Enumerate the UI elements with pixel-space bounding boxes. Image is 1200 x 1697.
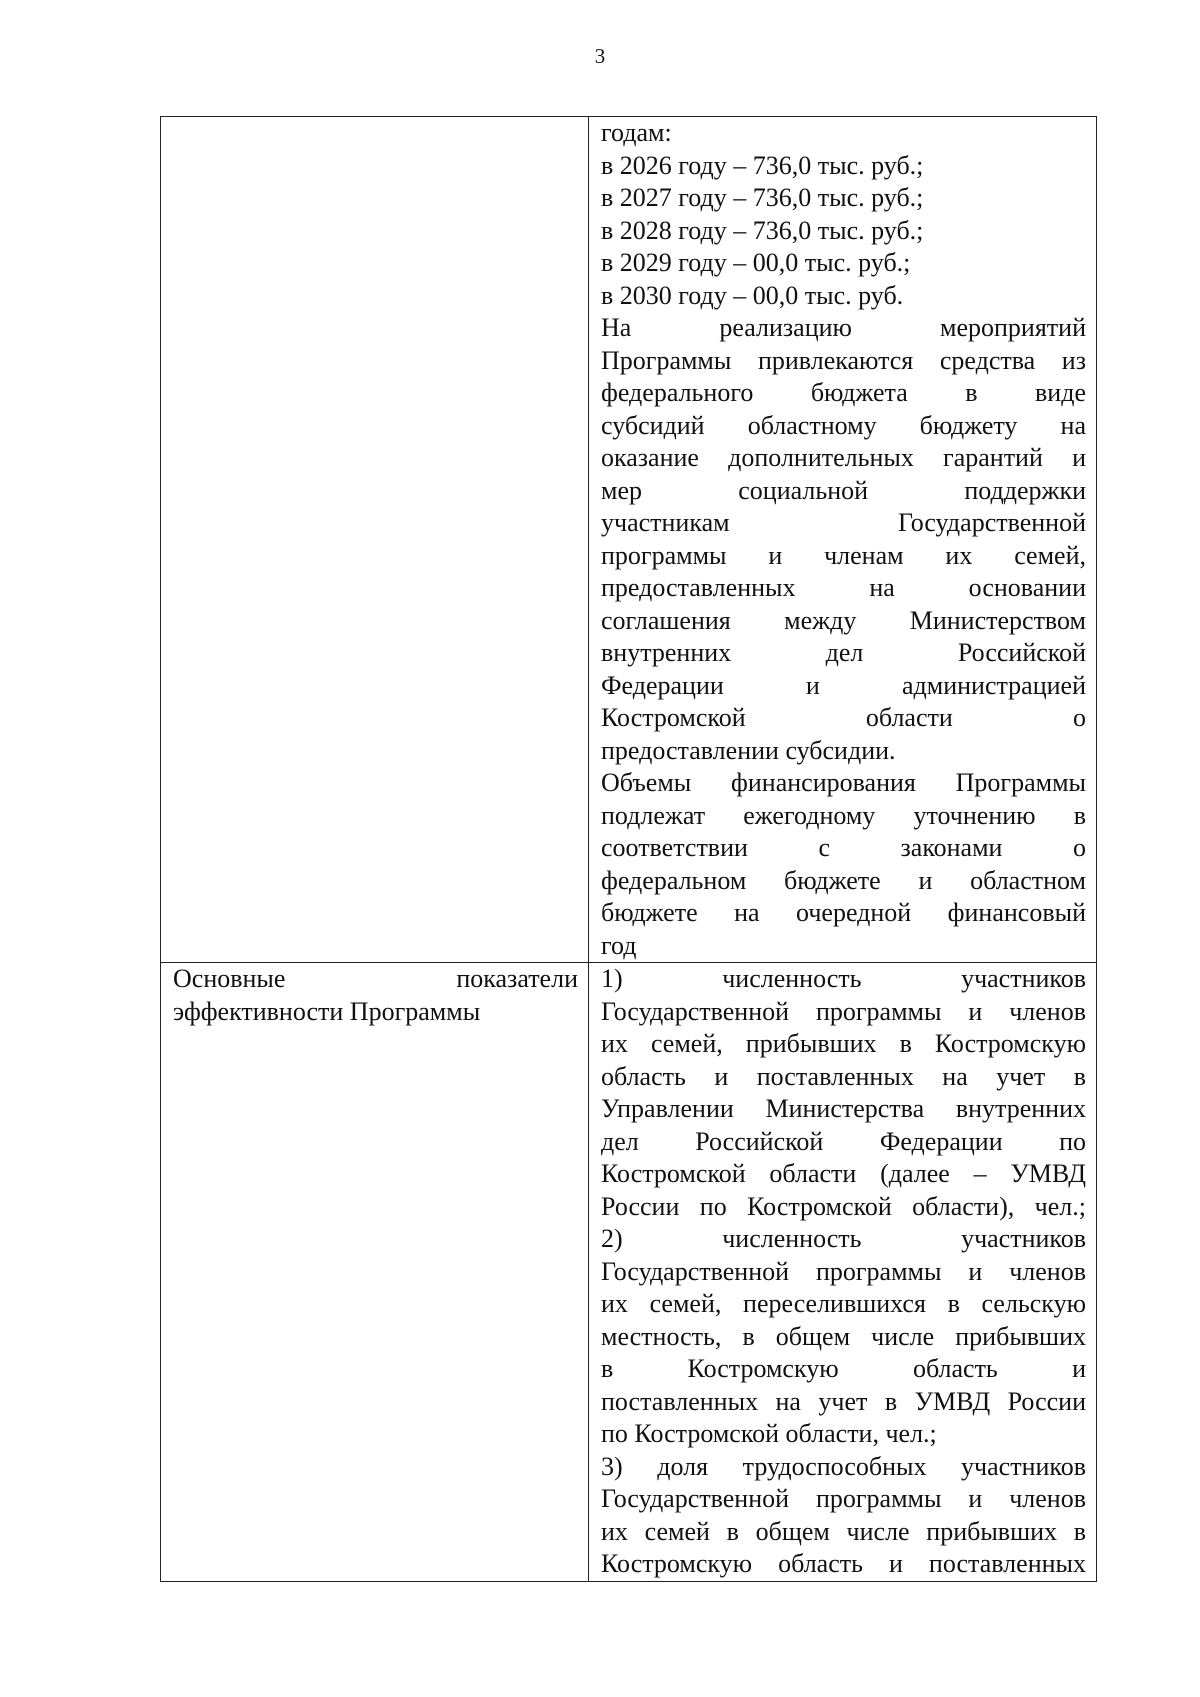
text-line: их семей, переселившихся в сельскую: [601, 1289, 1086, 1318]
text-line: соглашения между Министерством: [601, 605, 1086, 635]
text-line: мер социальной поддержки: [601, 475, 1086, 505]
text-line: Костромской области о: [601, 703, 1086, 732]
text-line: федеральном бюджете и областном: [601, 865, 1086, 895]
passport-table: [160, 116, 1097, 1582]
text-line: предоставленных на основании: [601, 573, 1086, 602]
table-row: [161, 117, 1097, 963]
text-line: Федерации и администрацией: [601, 670, 1086, 700]
text-line: бюджете на очередной финансовый: [601, 898, 1086, 927]
text-line: Государственной программы и членов: [601, 1484, 1086, 1513]
text-line: соответствии с законами о: [601, 833, 1086, 862]
text-line: эффективности Программы: [173, 996, 481, 1026]
text-line: Костромскую область и поставленных: [601, 1549, 1086, 1578]
table-cell-indicators-label: [161, 963, 589, 1582]
text-line: Программы привлекаются средства из: [601, 345, 1086, 375]
text-line: по Костромской области, чел.;: [601, 1419, 937, 1448]
text-line: в Костромскую область и: [601, 1354, 1086, 1383]
page-number: 3: [594, 44, 606, 68]
text-line: в 2026 году – 736,0 тыс. руб.;: [601, 150, 924, 180]
text-line: их семей, прибывших в Костромскую: [601, 1029, 1086, 1058]
table-cell-financing-text: [589, 117, 1097, 963]
text-line: в 2030 году – 00,0 тыс. руб.: [601, 280, 904, 310]
text-line: годам:: [601, 118, 672, 147]
text-line: их семей в общем числе прибывших в: [601, 1516, 1086, 1546]
text-line: поставленных на учет в УМВД России: [601, 1386, 1086, 1416]
text-line: субсидий областному бюджету на: [601, 410, 1086, 440]
text-line: внутренних дел Российской: [601, 638, 1086, 667]
table-cell-indicators-list: [589, 963, 1097, 1582]
text-line: Основные показатели: [173, 964, 578, 993]
text-line: предоставлении субсидии.: [601, 735, 896, 765]
text-line: 3) доля трудоспособных участников: [601, 1451, 1086, 1481]
text-line: России по Костромской области), чел.;: [601, 1191, 1086, 1221]
text-line: На реализацию мероприятий: [601, 313, 1086, 342]
text-line: подлежат ежегодному уточнению в: [601, 800, 1086, 830]
text-line: Государственной программы и членов: [601, 1256, 1086, 1286]
table-row: [161, 963, 1097, 1582]
text-line: программы и членам их семей,: [601, 540, 1086, 570]
text-line: в 2029 году – 00,0 тыс. руб.;: [601, 248, 911, 277]
text-line: Костромской области (далее – УМВД: [601, 1159, 1086, 1188]
text-line: в 2027 году – 736,0 тыс. руб.;: [601, 183, 924, 212]
text-line: Управлении Министерства внутренних: [601, 1094, 1086, 1123]
text-line: местность, в общем числе прибывших: [601, 1321, 1086, 1351]
text-line: год: [601, 930, 637, 960]
text-line: Государственной программы и членов: [601, 996, 1086, 1026]
text-line: в 2028 году – 736,0 тыс. руб.;: [601, 215, 924, 245]
text-line: область и поставленных на учет в: [601, 1061, 1086, 1091]
text-line: федерального бюджета в виде: [601, 378, 1086, 407]
table-cell-left-empty: [161, 117, 589, 963]
text-line: дел Российской Федерации по: [601, 1126, 1086, 1156]
text-line: Объемы финансирования Программы: [601, 768, 1086, 797]
text-line: оказание дополнительных гарантий и: [601, 443, 1086, 472]
text-line: 2) численность участников: [601, 1224, 1086, 1253]
text-line: участникам Государственной: [601, 508, 1086, 537]
text-line: 1) численность участников: [601, 964, 1086, 993]
